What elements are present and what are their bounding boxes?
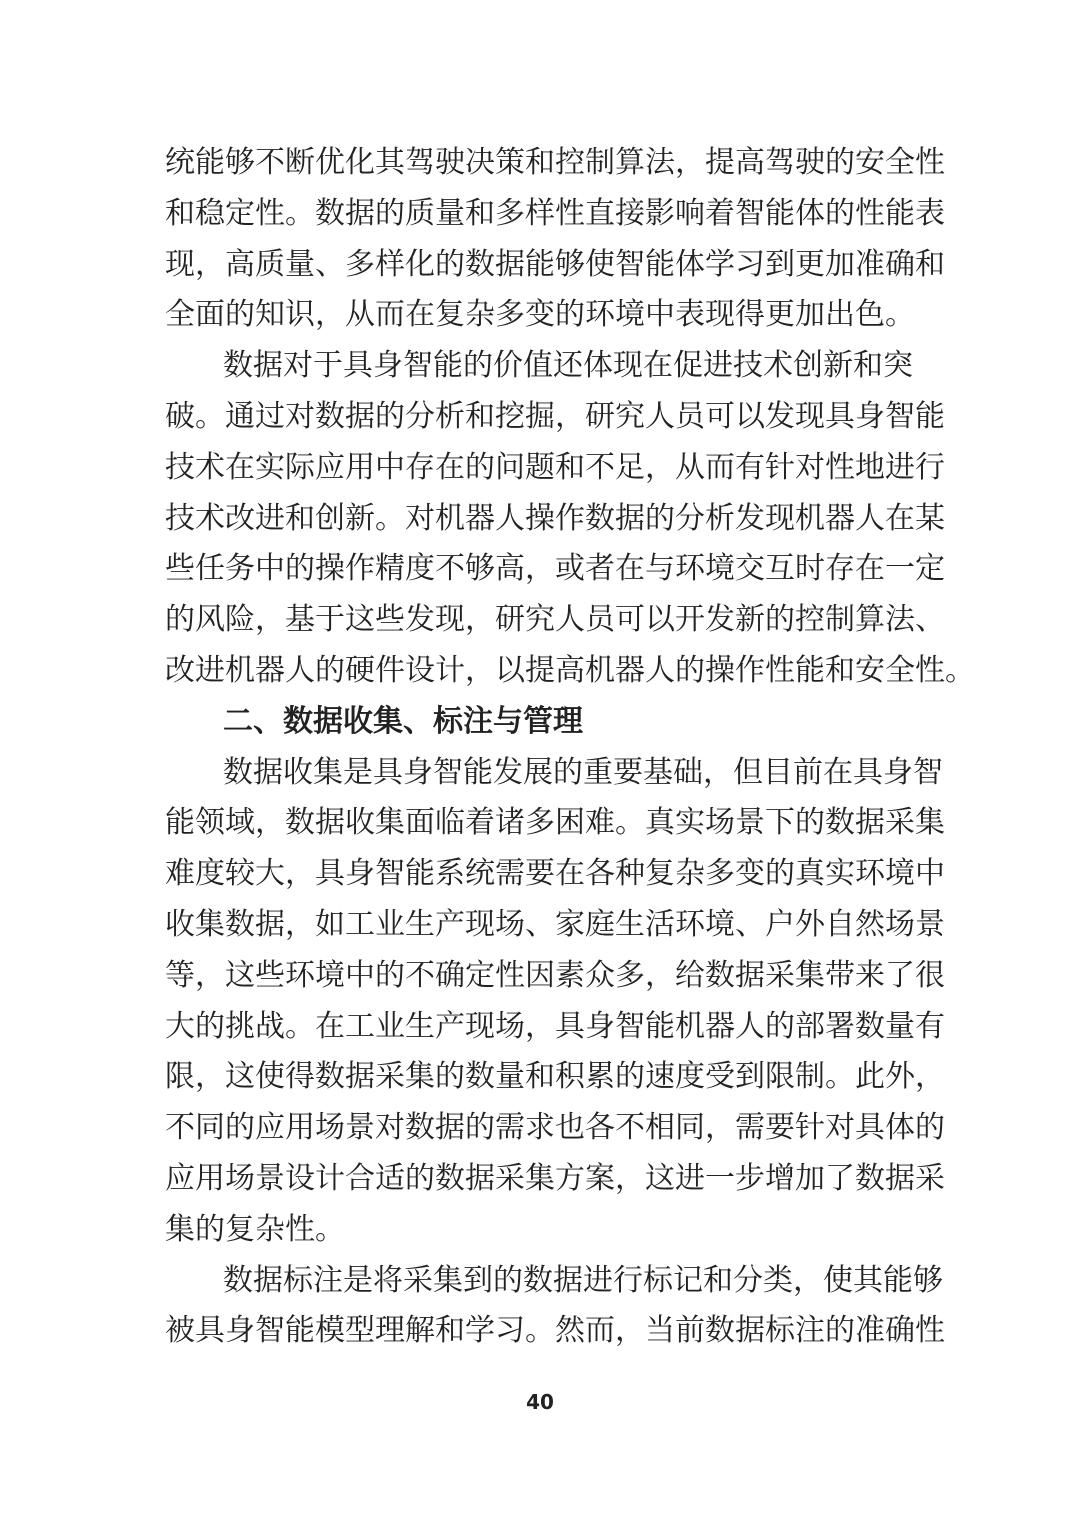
text-line: [165, 748, 943, 799]
text-segment: 是将采集到的数据进行标记和分类，使其能够: [343, 1262, 943, 1298]
text-line: 等，这些环境中的不确定性因素众多，给数据采集带来了很: [165, 957, 945, 993]
term-data-collection: 数据收集: [223, 754, 343, 790]
text-line: 数据对于具身智能的价值还体现在促进技术创新和突: [223, 348, 913, 384]
text-line: 破。通过对数据的分析和挖掘，研究人员可以发现具身智能: [165, 398, 945, 434]
text-line: 收集数据，如工业生产现场、家庭生活环境、户外自然场景: [165, 906, 945, 942]
text-line: 大的挑战。在工业生产现场，具身智能机器人的部署数量有: [165, 1008, 945, 1044]
text-segment: 是具身智能发展的重要基础，但目前在具身智: [343, 754, 943, 790]
text-line: 的风险，基于这些发现，研究人员可以开发新的控制算法、: [165, 602, 945, 638]
text-line: 些任务中的操作精度不够高，或者在与环境交互时存在一定: [165, 551, 945, 587]
paragraph-2: [165, 341, 975, 697]
text-line: 全面的知识，从而在复杂多变的环境中表现得更加出色。: [165, 297, 915, 333]
paragraph-4: [165, 1256, 945, 1358]
text-line: [165, 1256, 943, 1307]
section-heading: 二、数据收集、标注与管理: [223, 703, 583, 739]
text-line: 限，这使得数据采集的数量和积累的速度受到限制。此外，: [165, 1059, 945, 1095]
text-line: 统能够不断优化其驾驶决策和控制算法，提高驾驶的安全性: [165, 145, 945, 180]
text-line: 改进机器人的硬件设计，以提高机器人的操作性能和安全性。: [165, 652, 975, 688]
text-line: 集的复杂性。: [165, 1211, 345, 1247]
text-line: 和稳定性。数据的质量和多样性直接影响着智能体的性能表: [165, 195, 945, 231]
term-data-annotation: 数据标注: [223, 1262, 343, 1298]
paragraph-1: [165, 138, 945, 341]
page-number: 40: [526, 1390, 554, 1414]
text-line: 被具身智能模型理解和学习。然而，当前数据标注的准确性: [165, 1313, 945, 1349]
text-line: 能领域，数据收集面临着诸多困难。真实场景下的数据采集: [165, 805, 945, 841]
text-line: 现，高质量、多样化的数据能够使智能体学习到更加准确和: [165, 246, 945, 282]
text-line: 应用场景设计合适的数据采集方案，这进一步增加了数据采: [165, 1160, 945, 1196]
text-line: 难度较大，具身智能系统需要在各种复杂多变的真实环境中: [165, 856, 945, 892]
text-line: 不同的应用场景对数据的需求也各不相同，需要针对具体的: [165, 1110, 945, 1146]
page-body: [165, 138, 975, 1357]
text-line: 技术在实际应用中存在的问题和不足，从而有针对性地进行: [165, 449, 945, 485]
text-line: 技术改进和创新。对机器人操作数据的分析发现机器人在某: [165, 500, 945, 536]
paragraph-3: [165, 748, 945, 1256]
